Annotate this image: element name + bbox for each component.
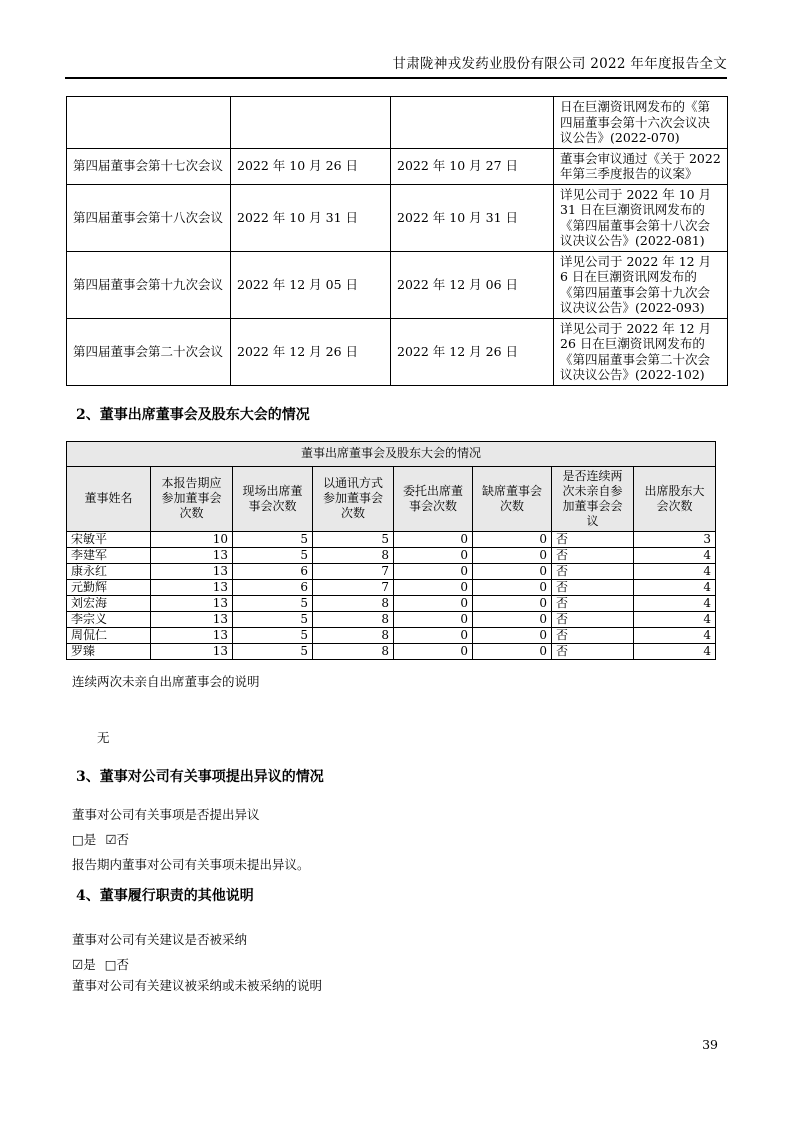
attendance-count-cell: 5: [313, 531, 394, 547]
consecutive-absence-cell: 否: [552, 643, 634, 659]
meeting-date-cell: [231, 97, 391, 149]
meeting-name-cell: [67, 97, 231, 149]
director-name-cell: 李建军: [67, 547, 151, 563]
board-meetings-table: [66, 96, 728, 386]
attendance-count-cell: 0: [394, 531, 473, 547]
table-row: [67, 531, 716, 547]
attendance-count-cell: 8: [313, 547, 394, 563]
checkbox-yes: □是: [72, 831, 97, 847]
column-header: 委托出席董事会次数: [394, 466, 473, 531]
s4-question: 董事对公司有关建议是否被采纳: [72, 931, 248, 947]
s3-question: 董事对公司有关事项是否提出异议: [72, 806, 260, 822]
meeting-name-cell: 第四届董事会第二十次会议: [67, 318, 231, 385]
director-name-cell: 李宗义: [67, 611, 151, 627]
director-name-cell: 刘宏海: [67, 595, 151, 611]
consecutive-absence-note-value: 无: [97, 729, 110, 745]
meeting-resolution-cell: 日在巨潮资讯网发布的《第四届董事会第十六次会议决议公告》(2022-070): [554, 97, 728, 149]
column-header: 是否连续两次未亲自参加董事会会议: [552, 466, 634, 531]
consecutive-absence-cell: 否: [552, 595, 634, 611]
disclosure-date-cell: 2022 年 12 月 26 日: [391, 318, 554, 385]
attendance-count-cell: 7: [313, 563, 394, 579]
header-title: 甘肃陇神戎发药业股份有限公司 2022 年年度报告全文: [65, 52, 727, 79]
meeting-date-cell: 2022 年 12 月 05 日: [231, 251, 391, 318]
shareholder-meeting-count-cell: 3: [634, 531, 716, 547]
attendance-count-cell: 5: [233, 611, 313, 627]
attendance-count-cell: 0: [394, 579, 473, 595]
column-header: 本报告期应参加董事会次数: [151, 466, 233, 531]
section-3-heading: 3、董事对公司有关事项提出异议的情况: [76, 768, 324, 785]
attendance-count-cell: 0: [473, 547, 552, 563]
table-row: [67, 251, 728, 318]
attendance-count-cell: 8: [313, 643, 394, 659]
attendance-count-cell: 8: [313, 627, 394, 643]
meeting-name-cell: 第四届董事会第十八次会议: [67, 184, 231, 251]
director-name-cell: 罗臻: [67, 643, 151, 659]
consecutive-absence-cell: 否: [552, 611, 634, 627]
shareholder-meeting-count-cell: 4: [634, 611, 716, 627]
shareholder-meeting-count-cell: 4: [634, 547, 716, 563]
attendance-count-cell: 5: [233, 643, 313, 659]
consecutive-absence-cell: 否: [552, 563, 634, 579]
meeting-date-cell: 2022 年 10 月 31 日: [231, 184, 391, 251]
consecutive-absence-cell: 否: [552, 579, 634, 595]
attendance-count-cell: 10: [151, 531, 233, 547]
section-4-heading: 4、董事履行职责的其他说明: [76, 887, 254, 904]
table-row: [67, 595, 716, 611]
meeting-date-cell: 2022 年 12 月 26 日: [231, 318, 391, 385]
table-row: [67, 148, 728, 184]
attendance-count-cell: 0: [394, 547, 473, 563]
attendance-count-cell: 13: [151, 547, 233, 563]
attendance-count-cell: 0: [473, 595, 552, 611]
attendance-count-cell: 8: [313, 595, 394, 611]
attendance-count-cell: 0: [473, 579, 552, 595]
meeting-date-cell: 2022 年 10 月 26 日: [231, 148, 391, 184]
consecutive-absence-note-label: 连续两次未亲自出席董事会的说明: [72, 673, 260, 689]
table-row: [67, 643, 716, 659]
table-row: [67, 97, 728, 149]
table-header-row: [67, 466, 716, 531]
meeting-resolution-cell: 详见公司于 2022 年 12 月 6 日在巨潮资讯网发布的《第四届董事会第十九次会议决议公告》(2022-093): [554, 251, 728, 318]
attendance-count-cell: 0: [473, 531, 552, 547]
director-name-cell: 元勤辉: [67, 579, 151, 595]
shareholder-meeting-count-cell: 4: [634, 627, 716, 643]
consecutive-absence-cell: 否: [552, 547, 634, 563]
attendance-count-cell: 13: [151, 643, 233, 659]
attendance-count-cell: 0: [473, 611, 552, 627]
attendance-count-cell: 13: [151, 563, 233, 579]
attendance-count-cell: 0: [394, 611, 473, 627]
shareholder-meeting-count-cell: 4: [634, 643, 716, 659]
meeting-resolution-cell: 详见公司于 2022 年 12 月 26 日在巨潮资讯网发布的《第四届董事会第二十次会议决议公告》(2022-102): [554, 318, 728, 385]
attendance-count-cell: 0: [394, 643, 473, 659]
disclosure-date-cell: 2022 年 10 月 27 日: [391, 148, 554, 184]
document-header: [65, 0, 727, 79]
attendance-count-cell: 0: [473, 643, 552, 659]
attendance-count-cell: 0: [394, 563, 473, 579]
table-row: [67, 627, 716, 643]
table-row: [67, 318, 728, 385]
column-header: 缺席董事会次数: [473, 466, 552, 531]
consecutive-absence-cell: 否: [552, 627, 634, 643]
meeting-name-cell: 第四届董事会第十七次会议: [67, 148, 231, 184]
s4-checkbox-line: [66, 954, 727, 976]
shareholder-meeting-count-cell: 4: [634, 579, 716, 595]
column-header: 董事姓名: [67, 466, 151, 531]
s3-answer: 报告期内董事对公司有关事项未提出异议。: [72, 856, 310, 872]
page-content: [66, 96, 727, 996]
meeting-resolution-cell: 董事会审议通过《关于 2022 年第三季度报告的议案》: [554, 148, 728, 184]
s4-note: 董事对公司有关建议被采纳或未被采纳的说明: [72, 977, 323, 993]
table-row: [67, 579, 716, 595]
shareholder-meeting-count-cell: 4: [634, 595, 716, 611]
attendance-count-cell: 5: [233, 547, 313, 563]
attendance-count-cell: 6: [233, 579, 313, 595]
attendance-table: [66, 441, 716, 660]
disclosure-date-cell: 2022 年 12 月 06 日: [391, 251, 554, 318]
attendance-count-cell: 5: [233, 531, 313, 547]
checkbox-yes: ☑是: [72, 956, 96, 972]
s3-checkbox-line: [66, 829, 727, 851]
director-name-cell: 康永红: [67, 563, 151, 579]
consecutive-absence-cell: 否: [552, 531, 634, 547]
attendance-count-cell: 0: [473, 627, 552, 643]
attendance-count-cell: 6: [233, 563, 313, 579]
attendance-count-cell: 13: [151, 595, 233, 611]
table-title-row: [67, 441, 716, 466]
checkbox-no: ☑否: [105, 831, 130, 847]
attendance-count-cell: 13: [151, 579, 233, 595]
attendance-count-cell: 13: [151, 627, 233, 643]
attendance-count-cell: 5: [233, 627, 313, 643]
section-2-heading: 2、董事出席董事会及股东大会的情况: [76, 406, 310, 423]
checkbox-no: □否: [104, 956, 130, 972]
attendance-count-cell: 0: [394, 627, 473, 643]
attendance-table-title: 董事出席董事会及股东大会的情况: [67, 441, 716, 466]
attendance-count-cell: 8: [313, 611, 394, 627]
meeting-name-cell: 第四届董事会第十九次会议: [67, 251, 231, 318]
attendance-count-cell: 7: [313, 579, 394, 595]
table-row: [67, 563, 716, 579]
page-number: 39: [702, 1037, 718, 1052]
disclosure-date-cell: [391, 97, 554, 149]
director-name-cell: 宋敏平: [67, 531, 151, 547]
attendance-count-cell: 5: [233, 595, 313, 611]
director-name-cell: 周侃仁: [67, 627, 151, 643]
table-row: [67, 611, 716, 627]
column-header: 以通讯方式参加董事会次数: [313, 466, 394, 531]
shareholder-meeting-count-cell: 4: [634, 563, 716, 579]
table-row: [67, 184, 728, 251]
attendance-count-cell: 13: [151, 611, 233, 627]
table-row: [67, 547, 716, 563]
attendance-count-cell: 0: [394, 595, 473, 611]
meeting-resolution-cell: 详见公司于 2022 年 10 月 31 日在巨潮资讯网发布的《第四届董事会第十八次会议决议公告》(2022-081): [554, 184, 728, 251]
column-header: 现场出席董事会次数: [233, 466, 313, 531]
disclosure-date-cell: 2022 年 10 月 31 日: [391, 184, 554, 251]
column-header: 出席股东大会次数: [634, 466, 716, 531]
attendance-count-cell: 0: [473, 563, 552, 579]
